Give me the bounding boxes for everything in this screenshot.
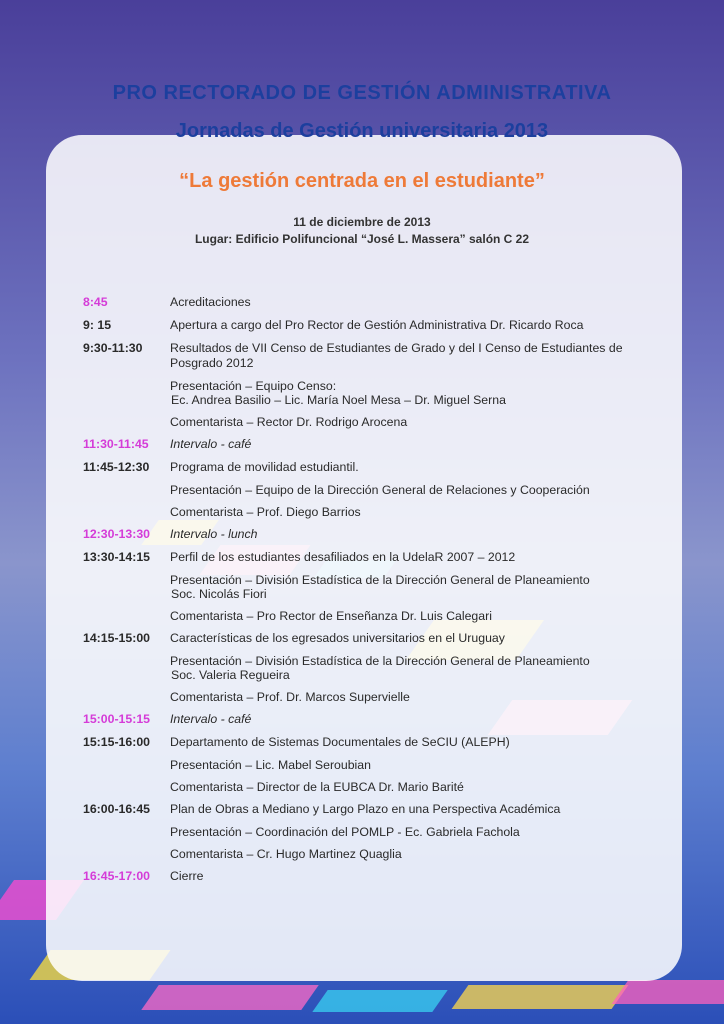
agenda-presentation: Presentación – Equipo de la Dirección General de Relaciones y Cooperación — [170, 483, 590, 497]
agenda-item — [83, 318, 653, 333]
agenda-time: 11:45-12:30 — [83, 460, 150, 474]
event-place: Lugar: Edificio Polifuncional “José L. Massera” salón C 22 — [194, 232, 530, 246]
agenda-title: Departamento de Sistemas Documentales de SeCIU (ALEPH) — [170, 735, 510, 749]
agenda-time: 16:45-17:00 — [83, 869, 150, 883]
agenda-presenters: Ec. Andrea Basilio – Lic. María Noel Mesa – Dr. Miguel Serna — [171, 393, 506, 407]
agenda-time: 13:30-14:15 — [83, 550, 150, 564]
agenda-item — [83, 802, 653, 817]
decor-stripe — [612, 980, 724, 1004]
agenda-presentation: Presentación – Equipo Censo: — [170, 379, 337, 393]
agenda-title: Plan de Obras a Mediano y Largo Plazo en una Perspectiva Académica — [170, 802, 561, 816]
agenda-title: Características de los egresados universitarios en el Uruguay — [170, 631, 505, 645]
agenda-title: Programa de movilidad estudiantil. — [170, 460, 359, 474]
agenda-item — [83, 735, 653, 750]
agenda-item — [83, 295, 653, 310]
agenda-title: Intervalo - café — [170, 712, 252, 726]
agenda-title: Intervalo - lunch — [170, 527, 258, 541]
event-theme: “La gestión centrada en el estudiante” — [179, 170, 545, 192]
event-date: 11 de diciembre de 2013 — [293, 215, 431, 229]
agenda-commentator: Comentarista – Rector Dr. Rodrigo Arocena — [170, 415, 408, 429]
agenda-time: 15:00-15:15 — [83, 712, 150, 726]
agenda-presenters: Soc. Nicolás Fiori — [171, 587, 267, 601]
agenda-presentation: Presentación – División Estadística de la Dirección General de Planeamiento — [170, 573, 590, 587]
agenda-commentator: Comentarista – Prof. Diego Barrios — [170, 505, 361, 519]
agenda-title: Intervalo - café — [170, 437, 252, 451]
agenda-presentation: Presentación – Coordinación del POMLP - Ec. Gabriela Fachola — [170, 825, 520, 839]
agenda-time: 9:30-11:30 — [83, 341, 143, 355]
agenda-time: 11:30-11:45 — [83, 437, 149, 451]
agenda-item — [83, 631, 653, 646]
agenda-time: 8:45 — [83, 295, 108, 309]
agenda-item — [83, 869, 653, 884]
agenda-time: 15:15-16:00 — [83, 735, 150, 749]
agenda-item — [83, 550, 653, 565]
agenda-item — [83, 460, 653, 475]
agenda-presentation: Presentación – División Estadística de la Dirección General de Planeamiento — [170, 654, 590, 668]
agenda-item — [83, 437, 653, 452]
agenda-title: Apertura a cargo del Pro Rector de Gestión Administrativa Dr. Ricardo Roca — [170, 318, 584, 332]
agenda-time: 9: 15 — [83, 318, 112, 332]
agenda-item — [83, 341, 653, 371]
agenda-presentation: Presentación – Lic. Mabel Seroubian — [170, 758, 371, 772]
agenda-item — [83, 712, 653, 727]
decor-stripe — [452, 985, 629, 1009]
agenda-title: Acreditaciones — [170, 295, 251, 309]
agenda-time: 14:15-15:00 — [83, 631, 150, 645]
organization-title: PRO RECTORADO DE GESTIÓN ADMINISTRATIVA — [112, 82, 612, 104]
agenda-title: Resultados de VII Censo de Estudiantes de Grado y del I Censo de Estudiantes de Posgrado 2012 — [170, 341, 623, 370]
decor-stripe — [141, 985, 319, 1010]
event-meta — [0, 214, 724, 248]
agenda-list — [83, 295, 653, 884]
agenda-commentator: Comentarista – Pro Rector de Enseñanza Dr. Luis Calegari — [170, 609, 492, 623]
event-title: Jornadas de Gestión universitaria 2013 — [175, 120, 549, 142]
decor-stripe — [312, 990, 447, 1012]
agenda-presenters: Soc. Valeria Regueira — [171, 668, 290, 682]
agenda-time: 12:30-13:30 — [83, 527, 150, 541]
agenda-title: Cierre — [170, 869, 204, 883]
agenda-commentator: Comentarista – Prof. Dr. Marcos Supervielle — [170, 690, 410, 704]
agenda-title: Perfil de los estudiantes desafiliados en la UdelaR 2007 – 2012 — [170, 550, 516, 564]
agenda-time: 16:00-16:45 — [83, 802, 150, 816]
agenda-item — [83, 527, 653, 542]
agenda-commentator: Comentarista – Cr. Hugo Martinez Quaglia — [170, 847, 402, 861]
agenda-commentator: Comentarista – Director de la EUBCA Dr. Mario Barité — [170, 780, 464, 794]
